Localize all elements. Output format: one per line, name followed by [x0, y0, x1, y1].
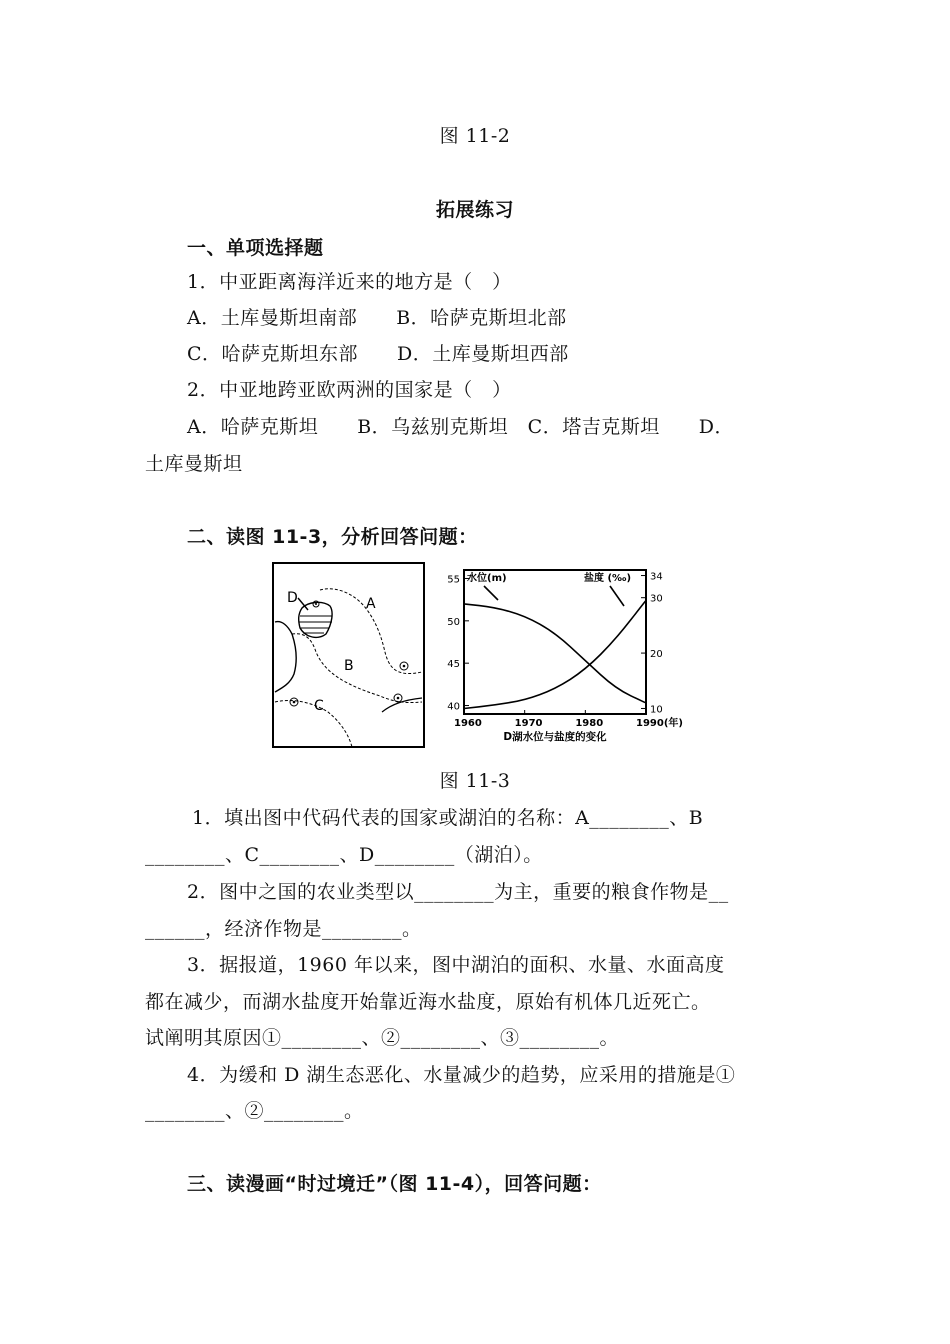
p2-q3-line1: 3．据报道，1960 年以来，图中湖泊的面积、水量、水面高度	[187, 954, 725, 976]
part1-heading: 一、单项选择题	[187, 237, 324, 259]
section-title: 拓展练习	[435, 199, 514, 221]
map-label-c: C	[314, 698, 324, 714]
p2-q1-line2: ________、C________、D________（湖泊）。	[145, 844, 543, 866]
figure-11-3-svg	[272, 562, 683, 750]
right-tick-label: 10	[650, 704, 663, 716]
part3-heading: 三、读漫画“时过境迁”（图 11-4），回答问题：	[187, 1173, 602, 1195]
p2-q2-line2: ______，经济作物是________。	[145, 918, 422, 940]
q1-options-ab: A．土库曼斯坦南部 B．哈萨克斯坦北部	[187, 307, 567, 329]
chart-frame	[464, 570, 646, 714]
q2-options-line2: 土库曼斯坦	[145, 453, 243, 475]
right-tick-label: 20	[650, 649, 663, 661]
lake-d-shape	[299, 602, 332, 637]
p2-q2-line1: 2．图中之国的农业类型以________为主，重要的粮食作物是__	[187, 881, 729, 903]
water-level-arrow	[484, 586, 498, 600]
figure-11-3	[272, 562, 683, 750]
left-tick-label: 45	[447, 659, 460, 671]
q1-options-cd: C．哈萨克斯坦东部 D．土库曼斯坦西部	[187, 343, 569, 365]
q1-stem: 1．中亚距离海洋近来的地方是（ ）	[187, 271, 512, 293]
right-axis-label: 盐度 (‰)	[584, 573, 632, 584]
left-tick-label: 55	[447, 574, 460, 586]
figure-11-3-caption: 图 11-3	[439, 770, 511, 792]
aral-sea-region-map	[273, 563, 424, 747]
p2-q3-line3: 试阐明其原因①________、②________、③________。	[145, 1027, 620, 1049]
map-label-d: D	[287, 590, 298, 606]
p2-q4-line1: 4．为缓和 D 湖生态恶化、水量减少的趋势，应采用的措施是①	[187, 1064, 736, 1086]
p2-q4-line2: ________、②________。	[145, 1100, 364, 1122]
left-tick-label: 50	[447, 616, 460, 628]
salinity-arrow	[610, 586, 624, 606]
map-label-a: A	[366, 596, 376, 612]
x-tick-label: 1960	[454, 718, 482, 729]
right-tick-label: 30	[650, 593, 663, 605]
part2-heading: 二、读图 11-3，分析回答问题：	[187, 526, 478, 548]
left-axis-label: 水位(m)	[467, 573, 507, 584]
salinity-line	[464, 600, 646, 708]
q2-options-line1: A．哈萨克斯坦 B．乌兹别克斯坦 C．塔吉克斯坦 D．	[187, 416, 734, 438]
right-tick-label: 34	[650, 571, 663, 583]
p2-q3-line2: 都在减少，而湖水盐度开始靠近海水盐度，原始有机体几近死亡。	[145, 991, 711, 1013]
chart-title: D湖水位与盐度的变化	[503, 731, 607, 743]
lake-d-chart	[447, 570, 683, 743]
x-tick-label: 1980	[575, 718, 604, 729]
p2-q1-line1: 1．填出图中代码代表的国家或湖泊的名称：A________、B	[192, 807, 704, 829]
left-tick-label: 40	[447, 701, 460, 713]
x-tick-label: 1970	[514, 718, 543, 729]
q2-stem: 2．中亚地跨亚欧两洲的国家是（ ）	[187, 379, 512, 401]
figure-11-2-caption: 图 11-2	[439, 125, 511, 147]
x-tick-label: 1990(年)	[636, 718, 683, 729]
map-label-b: B	[344, 658, 354, 674]
